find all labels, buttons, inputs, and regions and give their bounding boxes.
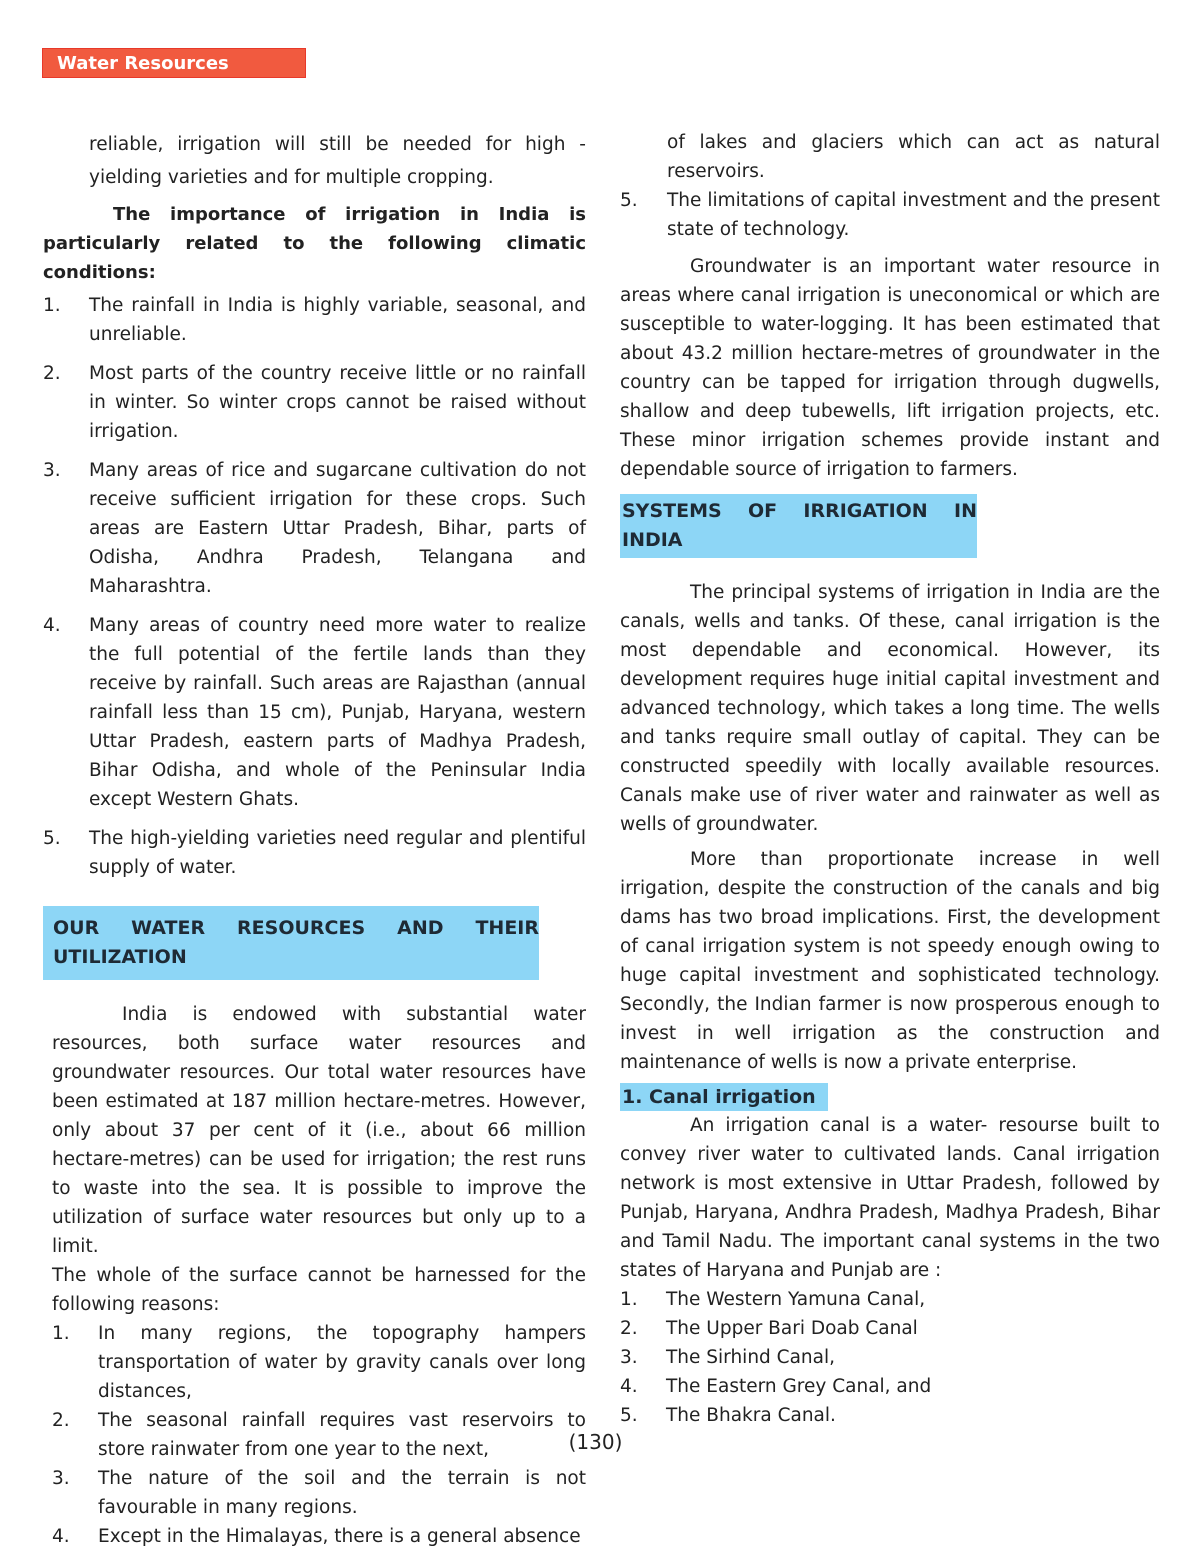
list-item: 3. Many areas of rice and sugarcane cultivation do not receive sufficient irrigation for these crops. Such areas are Eastern Uttar Pradesh, Bihar, parts of Odisha, Andhra Pradesh, Telangana and Maharashtra. <box>43 460 586 597</box>
list-item: 5. The Bhakra Canal. <box>620 1405 836 1426</box>
paragraph: The whole of the surface cannot be harnessed for the following reasons: <box>52 1265 586 1315</box>
chapter-title: Water Resources <box>57 53 229 74</box>
list-item: 2. The seasonal rainfall requires vast reservoirs to store rainwater from one year to the next, <box>52 1410 586 1460</box>
section-heading: SYSTEMS OF IRRIGATION IN INDIA <box>620 494 1160 558</box>
list-item: 4. Many areas of country need more water to realize the full potential of the fertile lands than they receive by rainfall. Such areas are Rajasthan (annual rainfall less than 15 cm), Punjab, Haryana, western Uttar Pradesh, eastern parts of Madhya Pradesh, Bihar Odisha, and whole of the Peninsular India except Western Ghats. <box>43 615 586 810</box>
list-item: 5. The high-yielding varieties need regular and plentiful supply of water. <box>43 828 586 878</box>
list-item: 4. The Eastern Grey Canal, and <box>620 1376 932 1397</box>
paragraph: reliable, irrigation will still be needed for high - yielding varieties and for multiple cropping. <box>89 134 586 188</box>
paragraph: of lakes and glaciers which can act as natural reservoirs. <box>667 132 1160 182</box>
climatic-list <box>43 291 586 882</box>
paragraph: Groundwater is an important water resource in areas where canal irrigation is uneconomical or which are susceptible to water-logging. It has been estimated that about 43.2 million hectare-metres of groundwater in the country can be tapped for irrigation through dugwells, shallow and deep tubewells, lift irrigation projects, etc. These minor irrigation schemes provide instant and dependable source of irrigation to farmers. <box>620 256 1160 480</box>
list-item: 1. In many regions, the topography hampers transportation of water by gravity canals over long distances, <box>52 1323 586 1402</box>
paragraph: The principal systems of irrigation in India are the canals, wells and tanks. Of these, canal irrigation is the most dependable and economical. However, its development requires huge initial capital investment and advanced technology, which takes a long time. The wells and tanks require small outlay of capital. They can be constructed speedily with locally available resources. Canals make use of river water and rainwater as well as wells of groundwater. <box>620 582 1160 835</box>
list-item: 4. Except in the Himalayas, there is a general absence <box>52 1526 581 1547</box>
list-item: 2. Most parts of the country receive little or no rainfall in winter. So winter crops cannot be raised without irrigation. <box>43 363 586 442</box>
bold-intro: The importance of irrigation in India is particularly related to the following climatic conditions: <box>43 204 586 283</box>
right-column <box>620 128 1160 1430</box>
paragraph: India is endowed with substantial water resources, both surface water resources and groundwater resources. Our total water resources have been estimated at 187 million hectare-metres. However, only about 37 per cent of it (i.e., about 66 million hectare-metres) can be used for irrigation; the rest runs to waste into the sea. It is possible to improve the utilization of surface water resources but only up to a limit. <box>52 1004 586 1257</box>
list-item: 3. The Sirhind Canal, <box>620 1347 836 1368</box>
subsection-heading: 1. Canal irrigation <box>620 1083 1160 1111</box>
left-column <box>43 128 586 1551</box>
chapter-header <box>42 48 306 78</box>
section-heading: OUR WATER RESOURCES AND THEIR UTILIZATION <box>43 906 586 980</box>
list-item: 2. The Upper Bari Doab Canal <box>620 1318 918 1339</box>
list-item: 1. The Western Yamuna Canal, <box>620 1289 926 1310</box>
paragraph: An irrigation canal is a water- resourse built to convey river water to cultivated lands. Canal irrigation network is most extensive in Uttar Pradesh, followed by Punjab, Haryana, Andhra Pradesh, Madhya Pradesh, Bihar and Tamil Nadu. The important canal systems in the two states of Haryana and Punjab are : <box>620 1115 1160 1281</box>
list-item: 3. The nature of the soil and the terrain is not favourable in many regions. <box>52 1468 586 1518</box>
list-item: 1. The rainfall in India is highly variable, seasonal, and unreliable. <box>43 295 586 345</box>
page-number: (130) <box>568 1430 623 1454</box>
list-item: 5. The limitations of capital investment and the present state of technology. <box>620 190 1160 240</box>
canal-list <box>620 1285 1160 1430</box>
paragraph: More than proportionate increase in well irrigation, despite the construction of the canals and big dams has two broad implications. First, the development of canal irrigation system is not speedy enough owing to huge capital investment and sophisticated technology. Secondly, the Indian farmer is now prosperous enough to invest in well irrigation as the construction and maintenance of wells is now a private enterprise. <box>620 849 1160 1073</box>
